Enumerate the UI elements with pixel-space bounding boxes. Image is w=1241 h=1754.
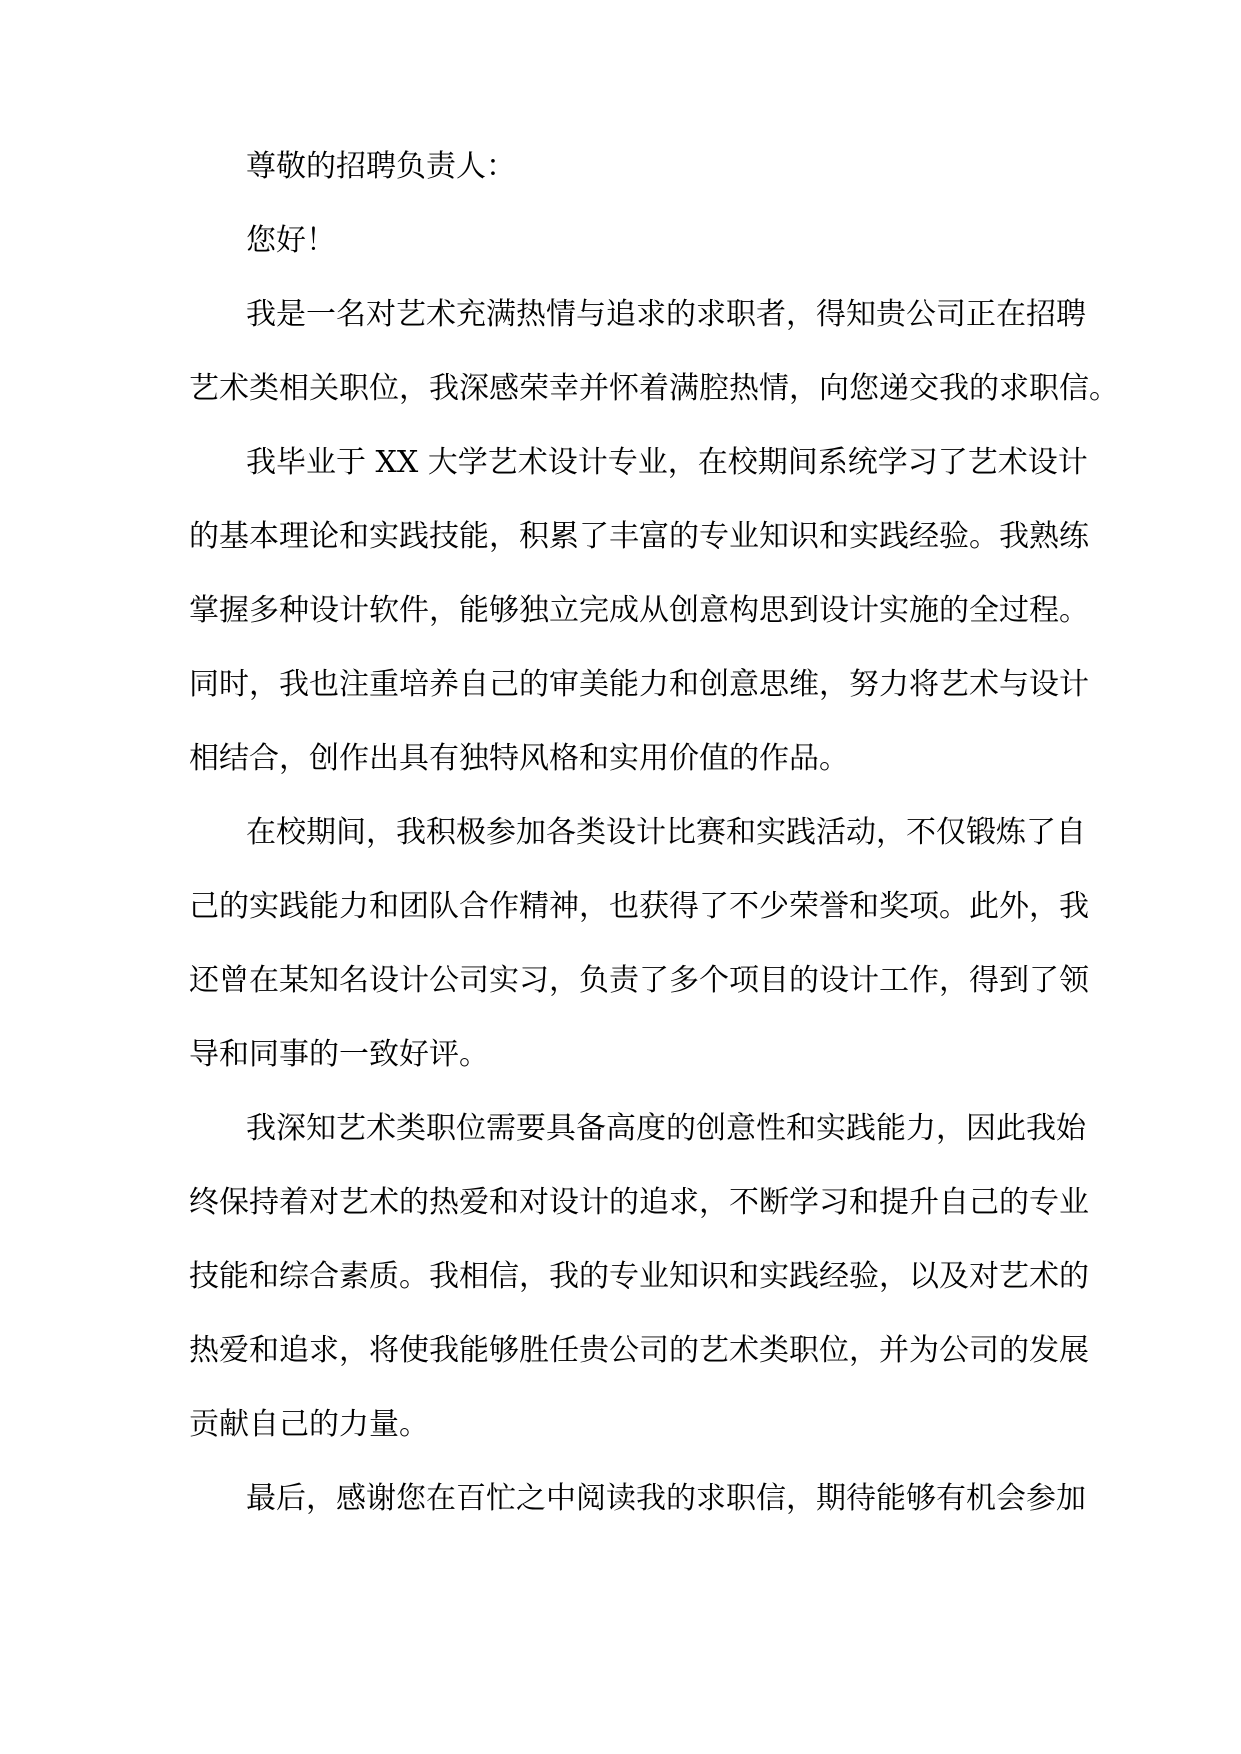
- paragraph-2-line-3: 掌握多种设计软件，能够独立完成从创意构思到设计实施的全过程。: [189, 593, 1089, 628]
- paragraph-4-line-3: 技能和综合素质。我相信，我的专业知识和实践经验，以及对艺术的: [189, 1259, 1089, 1294]
- greeting: 尊敬的招聘负责人：: [246, 149, 516, 184]
- paragraph-3-line-3: 还曾在某知名设计公司实习，负责了多个项目的设计工作，得到了领: [189, 963, 1089, 998]
- paragraph-5-line-1: 最后，感谢您在百忙之中阅读我的求职信，期待能够有机会参加: [246, 1481, 1086, 1516]
- paragraph-2-line-4: 同时，我也注重培养自己的审美能力和创意思维，努力将艺术与设计: [189, 667, 1089, 702]
- paragraph-4-line-1: 我深知艺术类职位需要具备高度的创意性和实践能力，因此我始: [246, 1111, 1086, 1146]
- paragraph-2-line-5: 相结合，创作出具有独特风格和实用价值的作品。: [189, 741, 849, 776]
- paragraph-2-line-1: 我毕业于 XX 大学艺术设计专业，在校期间系统学习了艺术设计: [246, 445, 1088, 480]
- paragraph-1-line-2: 艺术类相关职位，我深感荣幸并怀着满腔热情，向您递交我的求职信。: [189, 371, 1119, 406]
- salutation: 您好！: [246, 223, 336, 258]
- paragraph-2-line-2: 的基本理论和实践技能，积累了丰富的专业知识和实践经验。我熟练: [189, 519, 1089, 554]
- letter-body: [189, 130, 1119, 1536]
- paragraph-4-line-5: 贡献自己的力量。: [189, 1407, 429, 1442]
- paragraph-4-line-2: 终保持着对艺术的热爱和对设计的追求，不断学习和提升自己的专业: [189, 1185, 1089, 1220]
- paragraph-3-line-1: 在校期间，我积极参加各类设计比赛和实践活动，不仅锻炼了自: [246, 815, 1086, 850]
- paragraph-1-line-1: 我是一名对艺术充满热情与追求的求职者，得知贵公司正在招聘: [246, 297, 1086, 332]
- paragraph-3-line-2: 己的实践能力和团队合作精神，也获得了不少荣誉和奖项。此外，我: [189, 889, 1089, 924]
- paragraph-3-line-4: 导和同事的一致好评。: [189, 1037, 489, 1072]
- paragraph-4-line-4: 热爱和追求，将使我能够胜任贵公司的艺术类职位，并为公司的发展: [189, 1333, 1089, 1368]
